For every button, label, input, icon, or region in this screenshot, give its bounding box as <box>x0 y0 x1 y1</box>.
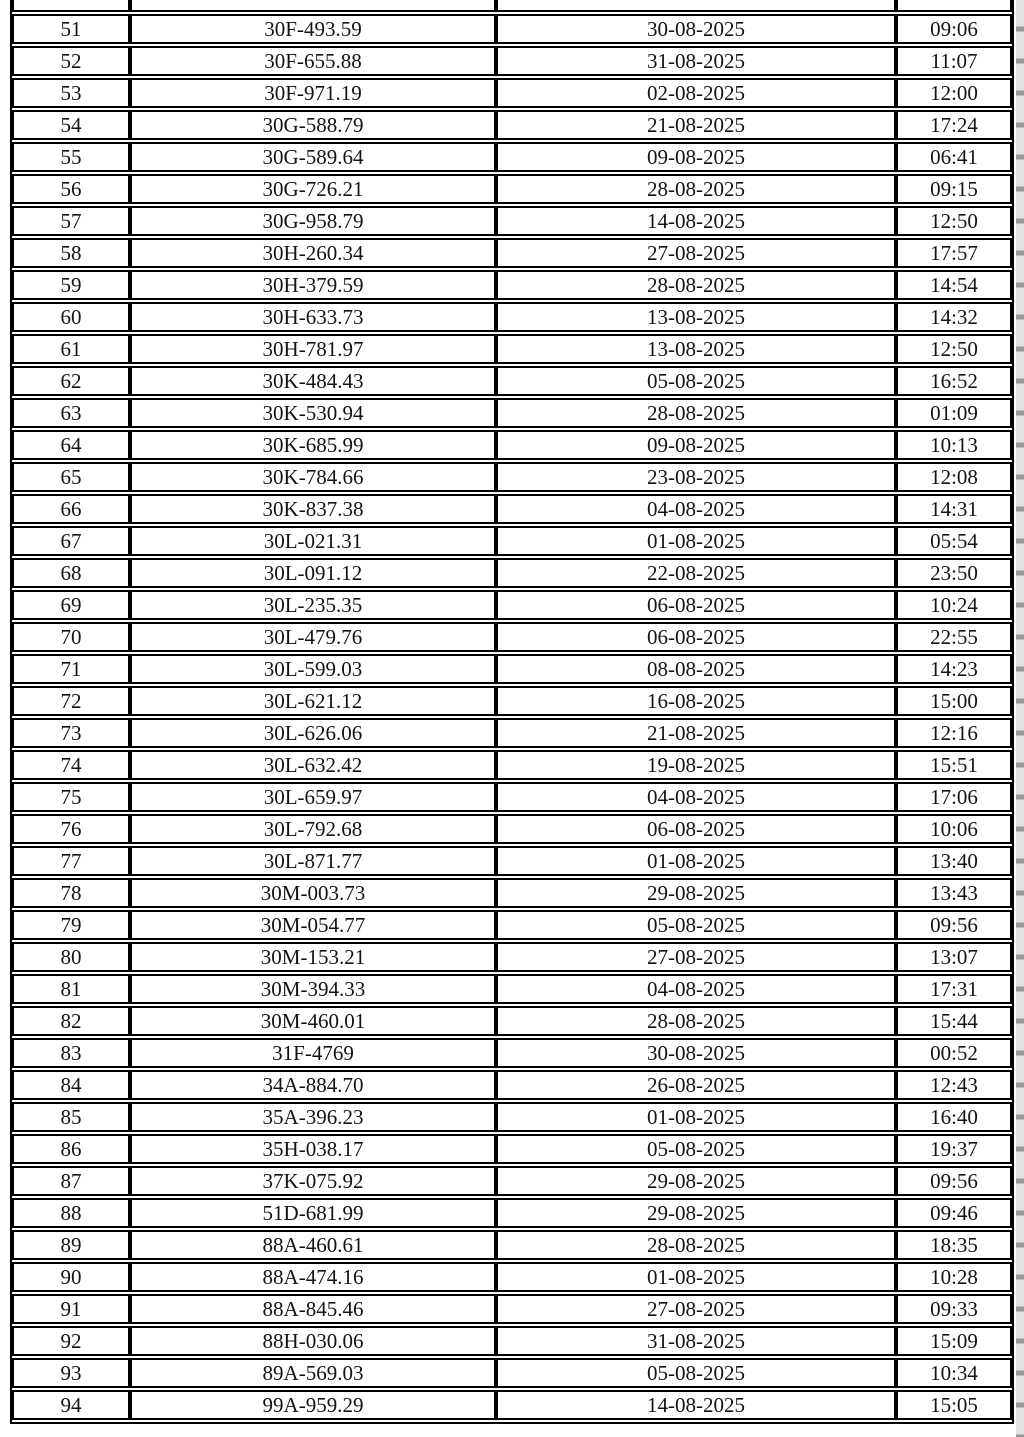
table-row <box>12 1230 1012 1260</box>
cell-violation-date: 28-08-2025 <box>496 1006 896 1036</box>
table-row <box>12 590 1012 620</box>
cell-license-plate: 30L-659.97 <box>130 782 496 812</box>
cell-violation-date: 06-08-2025 <box>496 814 896 844</box>
cell-violation-time: 14:31 <box>896 494 1012 524</box>
cell-license-plate: 30L-871.77 <box>130 846 496 876</box>
cell-violation-time: 11:07 <box>896 46 1012 76</box>
cell-violation-time: 12:16 <box>896 718 1012 748</box>
cell-violation-time: 22:55 <box>896 622 1012 652</box>
cell-license-plate: 31F-4769 <box>130 1038 496 1068</box>
cell-license-plate: 30K-484.43 <box>130 366 496 396</box>
table-row <box>12 558 1012 588</box>
cell-license-plate: 30G-958.79 <box>130 206 496 236</box>
cell-row-number: 81 <box>12 974 130 1004</box>
cell-violation-time: 12:00 <box>896 78 1012 108</box>
cell-license-plate: 30L-792.68 <box>130 814 496 844</box>
cell-license-plate: 99A-959.29 <box>130 1390 496 1420</box>
cell-violation-time: 13:43 <box>896 878 1012 908</box>
cell-violation-date: 31-08-2025 <box>496 46 896 76</box>
table-row <box>12 1166 1012 1196</box>
cell-license-plate: 51D-681.99 <box>130 1198 496 1228</box>
cell-violation-date: 05-08-2025 <box>496 366 896 396</box>
cell-row-number: 89 <box>12 1230 130 1260</box>
cell-license-plate: 30F-655.88 <box>130 46 496 76</box>
cell-license-plate: 88A-460.61 <box>130 1230 496 1260</box>
cell-violation-date: 30-08-2025 <box>496 14 896 44</box>
cell-violation-time: 09:56 <box>896 910 1012 940</box>
page-edge-shadow <box>1016 0 1024 1437</box>
cell-row-number: 65 <box>12 462 130 492</box>
table-row <box>12 878 1012 908</box>
cell-row-number: 52 <box>12 46 130 76</box>
empty-cell <box>896 0 1012 12</box>
cell-violation-date: 31-08-2025 <box>496 1326 896 1356</box>
cell-violation-time: 01:09 <box>896 398 1012 428</box>
cell-license-plate: 37K-075.92 <box>130 1166 496 1196</box>
cell-license-plate: 30F-493.59 <box>130 14 496 44</box>
cell-violation-date: 29-08-2025 <box>496 1166 896 1196</box>
cell-violation-date: 01-08-2025 <box>496 1262 896 1292</box>
empty-cell <box>496 0 896 12</box>
cell-violation-date: 08-08-2025 <box>496 654 896 684</box>
cell-violation-time: 10:06 <box>896 814 1012 844</box>
cell-violation-time: 19:37 <box>896 1134 1012 1164</box>
cell-license-plate: 30H-260.34 <box>130 238 496 268</box>
cell-violation-date: 05-08-2025 <box>496 1358 896 1388</box>
cell-violation-time: 23:50 <box>896 558 1012 588</box>
cell-license-plate: 30M-394.33 <box>130 974 496 1004</box>
table-row <box>12 462 1012 492</box>
cell-row-number: 58 <box>12 238 130 268</box>
cell-violation-date: 14-08-2025 <box>496 206 896 236</box>
cell-license-plate: 30L-235.35 <box>130 590 496 620</box>
cell-row-number: 84 <box>12 1070 130 1100</box>
table-row <box>12 526 1012 556</box>
cell-license-plate: 30M-153.21 <box>130 942 496 972</box>
cell-license-plate: 30F-971.19 <box>130 78 496 108</box>
table-row <box>12 334 1012 364</box>
cell-row-number: 51 <box>12 14 130 44</box>
table-row <box>12 110 1012 140</box>
cell-violation-date: 28-08-2025 <box>496 174 896 204</box>
cell-violation-time: 12:43 <box>896 1070 1012 1100</box>
cell-row-number: 76 <box>12 814 130 844</box>
cell-violation-time: 15:51 <box>896 750 1012 780</box>
cell-license-plate: 30K-530.94 <box>130 398 496 428</box>
cell-violation-time: 12:50 <box>896 334 1012 364</box>
cell-violation-date: 27-08-2025 <box>496 238 896 268</box>
cell-license-plate: 30L-091.12 <box>130 558 496 588</box>
table-row <box>12 494 1012 524</box>
cell-violation-time: 10:34 <box>896 1358 1012 1388</box>
cell-violation-date: 28-08-2025 <box>496 398 896 428</box>
cell-violation-time: 15:05 <box>896 1390 1012 1420</box>
cell-violation-time: 17:57 <box>896 238 1012 268</box>
table-row <box>12 46 1012 76</box>
cell-license-plate: 30L-626.06 <box>130 718 496 748</box>
cell-violation-date: 04-08-2025 <box>496 494 896 524</box>
cell-row-number: 93 <box>12 1358 130 1388</box>
cell-row-number: 94 <box>12 1390 130 1420</box>
cell-violation-time: 14:23 <box>896 654 1012 684</box>
cell-violation-date: 05-08-2025 <box>496 1134 896 1164</box>
cell-license-plate: 30L-479.76 <box>130 622 496 652</box>
cell-row-number: 67 <box>12 526 130 556</box>
cell-license-plate: 30L-632.42 <box>130 750 496 780</box>
cell-license-plate: 30H-633.73 <box>130 302 496 332</box>
cell-row-number: 72 <box>12 686 130 716</box>
cell-violation-date: 14-08-2025 <box>496 1390 896 1420</box>
table-row <box>12 686 1012 716</box>
table-row <box>12 238 1012 268</box>
cell-license-plate: 30L-021.31 <box>130 526 496 556</box>
table-row <box>12 1006 1012 1036</box>
table-row <box>12 1070 1012 1100</box>
cell-violation-time: 16:40 <box>896 1102 1012 1132</box>
table-row <box>12 398 1012 428</box>
cell-violation-time: 09:15 <box>896 174 1012 204</box>
cell-row-number: 57 <box>12 206 130 236</box>
table-row <box>12 1134 1012 1164</box>
cell-violation-date: 06-08-2025 <box>496 590 896 620</box>
table-row <box>12 206 1012 236</box>
cell-row-number: 85 <box>12 1102 130 1132</box>
table-row <box>12 846 1012 876</box>
table-row <box>12 1390 1012 1420</box>
cell-row-number: 78 <box>12 878 130 908</box>
cell-row-number: 77 <box>12 846 130 876</box>
cell-violation-time: 09:06 <box>896 14 1012 44</box>
table-row <box>12 78 1012 108</box>
table-row <box>12 1358 1012 1388</box>
cell-row-number: 80 <box>12 942 130 972</box>
cell-row-number: 91 <box>12 1294 130 1324</box>
cell-violation-time: 09:46 <box>896 1198 1012 1228</box>
cell-violation-date: 01-08-2025 <box>496 526 896 556</box>
cell-violation-time: 06:41 <box>896 142 1012 172</box>
cell-violation-time: 10:28 <box>896 1262 1012 1292</box>
cell-license-plate: 88A-845.46 <box>130 1294 496 1324</box>
table-row <box>12 1198 1012 1228</box>
cell-license-plate: 30M-460.01 <box>130 1006 496 1036</box>
partial-top-row <box>12 0 1012 12</box>
cell-violation-date: 29-08-2025 <box>496 1198 896 1228</box>
cell-violation-date: 27-08-2025 <box>496 942 896 972</box>
table-row <box>12 430 1012 460</box>
cell-row-number: 69 <box>12 590 130 620</box>
cell-license-plate: 89A-569.03 <box>130 1358 496 1388</box>
cell-row-number: 82 <box>12 1006 130 1036</box>
cell-license-plate: 30L-599.03 <box>130 654 496 684</box>
cell-row-number: 56 <box>12 174 130 204</box>
cell-violation-time: 14:54 <box>896 270 1012 300</box>
cell-violation-date: 01-08-2025 <box>496 1102 896 1132</box>
cell-row-number: 71 <box>12 654 130 684</box>
cell-violation-date: 01-08-2025 <box>496 846 896 876</box>
cell-license-plate: 30M-054.77 <box>130 910 496 940</box>
cell-violation-time: 18:35 <box>896 1230 1012 1260</box>
cell-violation-time: 13:07 <box>896 942 1012 972</box>
table-row <box>12 174 1012 204</box>
cell-violation-date: 04-08-2025 <box>496 782 896 812</box>
cell-violation-time: 17:06 <box>896 782 1012 812</box>
cell-violation-date: 27-08-2025 <box>496 1294 896 1324</box>
table-row <box>12 750 1012 780</box>
cell-license-plate: 30H-379.59 <box>130 270 496 300</box>
table-row <box>12 622 1012 652</box>
cell-row-number: 88 <box>12 1198 130 1228</box>
cell-violation-date: 23-08-2025 <box>496 462 896 492</box>
cell-violation-time: 15:00 <box>896 686 1012 716</box>
cell-license-plate: 88A-474.16 <box>130 1262 496 1292</box>
cell-violation-date: 09-08-2025 <box>496 142 896 172</box>
table-row <box>12 1102 1012 1132</box>
cell-violation-date: 05-08-2025 <box>496 910 896 940</box>
table-row <box>12 142 1012 172</box>
cell-row-number: 90 <box>12 1262 130 1292</box>
table-row <box>12 718 1012 748</box>
cell-row-number: 75 <box>12 782 130 812</box>
cell-license-plate: 30G-589.64 <box>130 142 496 172</box>
cell-violation-date: 02-08-2025 <box>496 78 896 108</box>
cell-violation-date: 21-08-2025 <box>496 110 896 140</box>
cell-violation-date: 21-08-2025 <box>496 718 896 748</box>
cell-license-plate: 30K-784.66 <box>130 462 496 492</box>
cell-row-number: 79 <box>12 910 130 940</box>
cell-row-number: 62 <box>12 366 130 396</box>
cell-row-number: 70 <box>12 622 130 652</box>
cell-license-plate: 35H-038.17 <box>130 1134 496 1164</box>
cell-violation-time: 17:31 <box>896 974 1012 1004</box>
table-row <box>12 366 1012 396</box>
table-row <box>12 654 1012 684</box>
cell-row-number: 53 <box>12 78 130 108</box>
table-row <box>12 1038 1012 1068</box>
cell-row-number: 55 <box>12 142 130 172</box>
cell-violation-date: 22-08-2025 <box>496 558 896 588</box>
cell-license-plate: 34A-884.70 <box>130 1070 496 1100</box>
table-row <box>12 1326 1012 1356</box>
table-row <box>12 1294 1012 1324</box>
cell-row-number: 83 <box>12 1038 130 1068</box>
violation-table <box>10 0 1014 1424</box>
cell-violation-time: 09:56 <box>896 1166 1012 1196</box>
cell-violation-time: 14:32 <box>896 302 1012 332</box>
cell-license-plate: 88H-030.06 <box>130 1326 496 1356</box>
cell-row-number: 60 <box>12 302 130 332</box>
cell-license-plate: 30L-621.12 <box>130 686 496 716</box>
table-row <box>12 942 1012 972</box>
cell-violation-time: 16:52 <box>896 366 1012 396</box>
cell-row-number: 86 <box>12 1134 130 1164</box>
cell-violation-time: 15:44 <box>896 1006 1012 1036</box>
cell-violation-time: 10:24 <box>896 590 1012 620</box>
cell-violation-time: 17:24 <box>896 110 1012 140</box>
cell-row-number: 73 <box>12 718 130 748</box>
cell-row-number: 66 <box>12 494 130 524</box>
table-body <box>12 0 1012 1420</box>
cell-violation-time: 12:08 <box>896 462 1012 492</box>
cell-violation-date: 16-08-2025 <box>496 686 896 716</box>
cell-violation-date: 19-08-2025 <box>496 750 896 780</box>
cell-row-number: 63 <box>12 398 130 428</box>
cell-license-plate: 30H-781.97 <box>130 334 496 364</box>
table-row <box>12 974 1012 1004</box>
cell-license-plate: 35A-396.23 <box>130 1102 496 1132</box>
table-row <box>12 910 1012 940</box>
cell-license-plate: 30G-726.21 <box>130 174 496 204</box>
cell-license-plate: 30G-588.79 <box>130 110 496 140</box>
table-row <box>12 782 1012 812</box>
cell-violation-time: 10:13 <box>896 430 1012 460</box>
cell-violation-time: 05:54 <box>896 526 1012 556</box>
table-row <box>12 270 1012 300</box>
cell-violation-date: 30-08-2025 <box>496 1038 896 1068</box>
cell-row-number: 64 <box>12 430 130 460</box>
cell-violation-time: 12:50 <box>896 206 1012 236</box>
cell-violation-time: 15:09 <box>896 1326 1012 1356</box>
cell-row-number: 61 <box>12 334 130 364</box>
table-row <box>12 14 1012 44</box>
cell-violation-date: 13-08-2025 <box>496 334 896 364</box>
cell-violation-date: 26-08-2025 <box>496 1070 896 1100</box>
cell-license-plate: 30K-837.38 <box>130 494 496 524</box>
table-row <box>12 814 1012 844</box>
cell-row-number: 74 <box>12 750 130 780</box>
cell-violation-date: 28-08-2025 <box>496 1230 896 1260</box>
table-row <box>12 302 1012 332</box>
cell-violation-date: 06-08-2025 <box>496 622 896 652</box>
cell-violation-date: 13-08-2025 <box>496 302 896 332</box>
cell-violation-date: 28-08-2025 <box>496 270 896 300</box>
empty-cell <box>12 0 130 12</box>
cell-violation-date: 29-08-2025 <box>496 878 896 908</box>
cell-row-number: 68 <box>12 558 130 588</box>
cell-row-number: 54 <box>12 110 130 140</box>
cell-license-plate: 30M-003.73 <box>130 878 496 908</box>
cell-violation-time: 00:52 <box>896 1038 1012 1068</box>
cell-row-number: 92 <box>12 1326 130 1356</box>
cell-license-plate: 30K-685.99 <box>130 430 496 460</box>
empty-cell <box>130 0 496 12</box>
table-row <box>12 1262 1012 1292</box>
cell-row-number: 59 <box>12 270 130 300</box>
cell-row-number: 87 <box>12 1166 130 1196</box>
cell-violation-date: 04-08-2025 <box>496 974 896 1004</box>
cell-violation-date: 09-08-2025 <box>496 430 896 460</box>
cell-violation-time: 13:40 <box>896 846 1012 876</box>
cell-violation-time: 09:33 <box>896 1294 1012 1324</box>
